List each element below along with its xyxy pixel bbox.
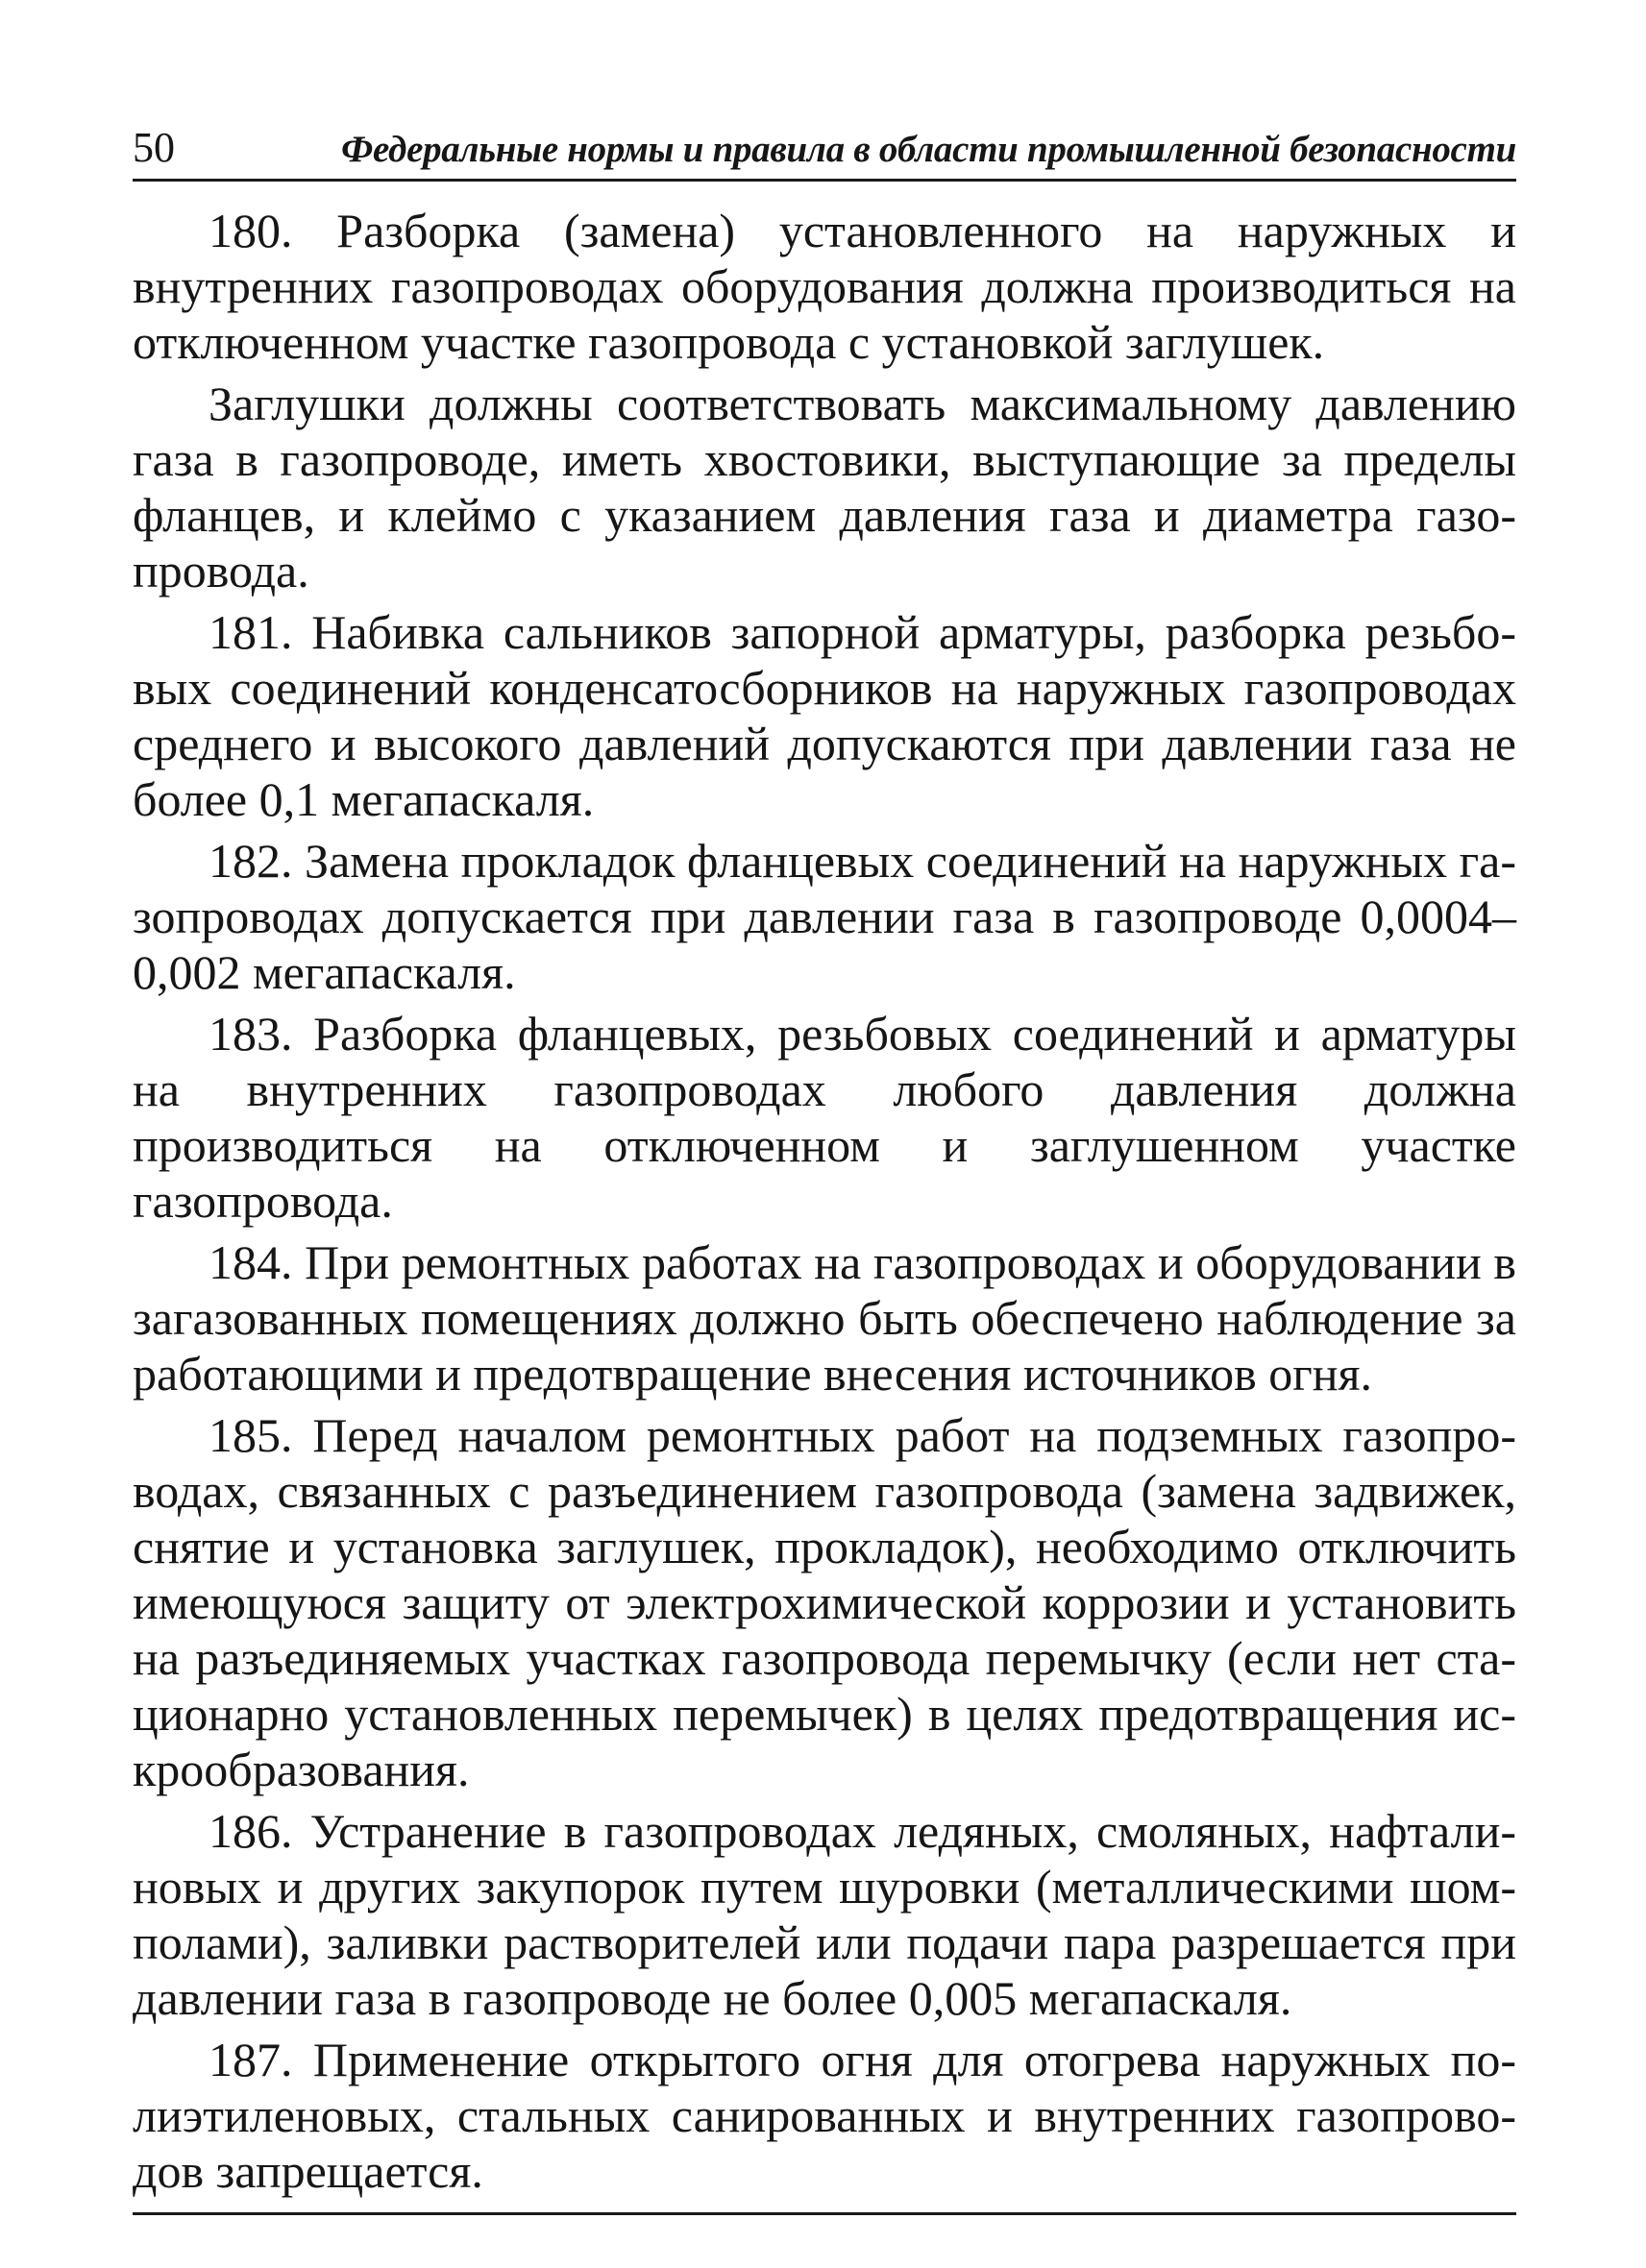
paragraph-187: 187. Применение открытого огня для отогрева наружных полиэтиленовых, стальных санированных и внутренних газопроводов запрещается. — [133, 2033, 1516, 2198]
paragraph-181: 181. Набивка сальников запорной арматуры, разборка резьбовых соединений конденсатосборников на наружных газопроводах среднего и высокого давлений допускаются при давлении газа не более 0,1 мегапаскаля. — [133, 605, 1516, 826]
paragraph-183: 183. Разборка фланцевых, резьбовых соединений и арматуры на внутренних газопроводах любого давления должна производиться на отключенном и заглушенном участке газопровода. — [133, 1007, 1516, 1228]
page-number: 50 — [133, 124, 175, 171]
bottom-rule — [133, 2212, 1516, 2215]
paragraph-180-plugs: Заглушки должны соответствовать максимальному давлению газа в газопроводе, иметь хвостовики, выступающие за пределы фланцев, и клеймо с указанием давления газа и диаметра газопровода. — [133, 377, 1516, 597]
document-page — [133, 125, 1516, 2223]
paragraph-184: 184. При ремонтных работах на газопроводах и оборудовании в загазованных помещениях должно быть обеспечено наблюдение за работающими и предотвращение внесения источников огня. — [133, 1235, 1516, 1401]
running-title: Федеральные нормы и правила в области промышленной безопасности — [341, 129, 1516, 170]
running-header — [133, 125, 1516, 182]
paragraph-182: 182. Замена прокладок фланцевых соединений на наружных газопроводах допускается при давлении газа в газопроводе 0,0004–0,002 мегапаскаля. — [133, 834, 1516, 999]
paragraph-186: 186. Устранение в газопроводах ледяных, смоляных, нафталиновых и других закупорок путем шуровки (металлическими шомполами), заливки растворителей или подачи пара разрешается при давлении газа в газопроводе не более 0,005 мегапаскаля. — [133, 1804, 1516, 2025]
paragraph-185: 185. Перед началом ремонтных работ на подземных газопроводах, связанных с разъединением газопровода (замена задвижек, снятие и установка заглушек, прокладок), необходимо отключить имеющуюся защиту от электрохимической коррозии и установить на разъединяемых участках газопровода перемычку (если нет стационарно установленных перемычек) в целях предотвращения искрообразования. — [133, 1408, 1516, 1796]
paragraph-180: 180. Разборка (замена) установленного на наружных и внутренних газопроводах оборудования должна производиться на отключенном участке газопровода с установкой заглушек. — [133, 204, 1516, 369]
body-text — [133, 203, 1516, 2199]
